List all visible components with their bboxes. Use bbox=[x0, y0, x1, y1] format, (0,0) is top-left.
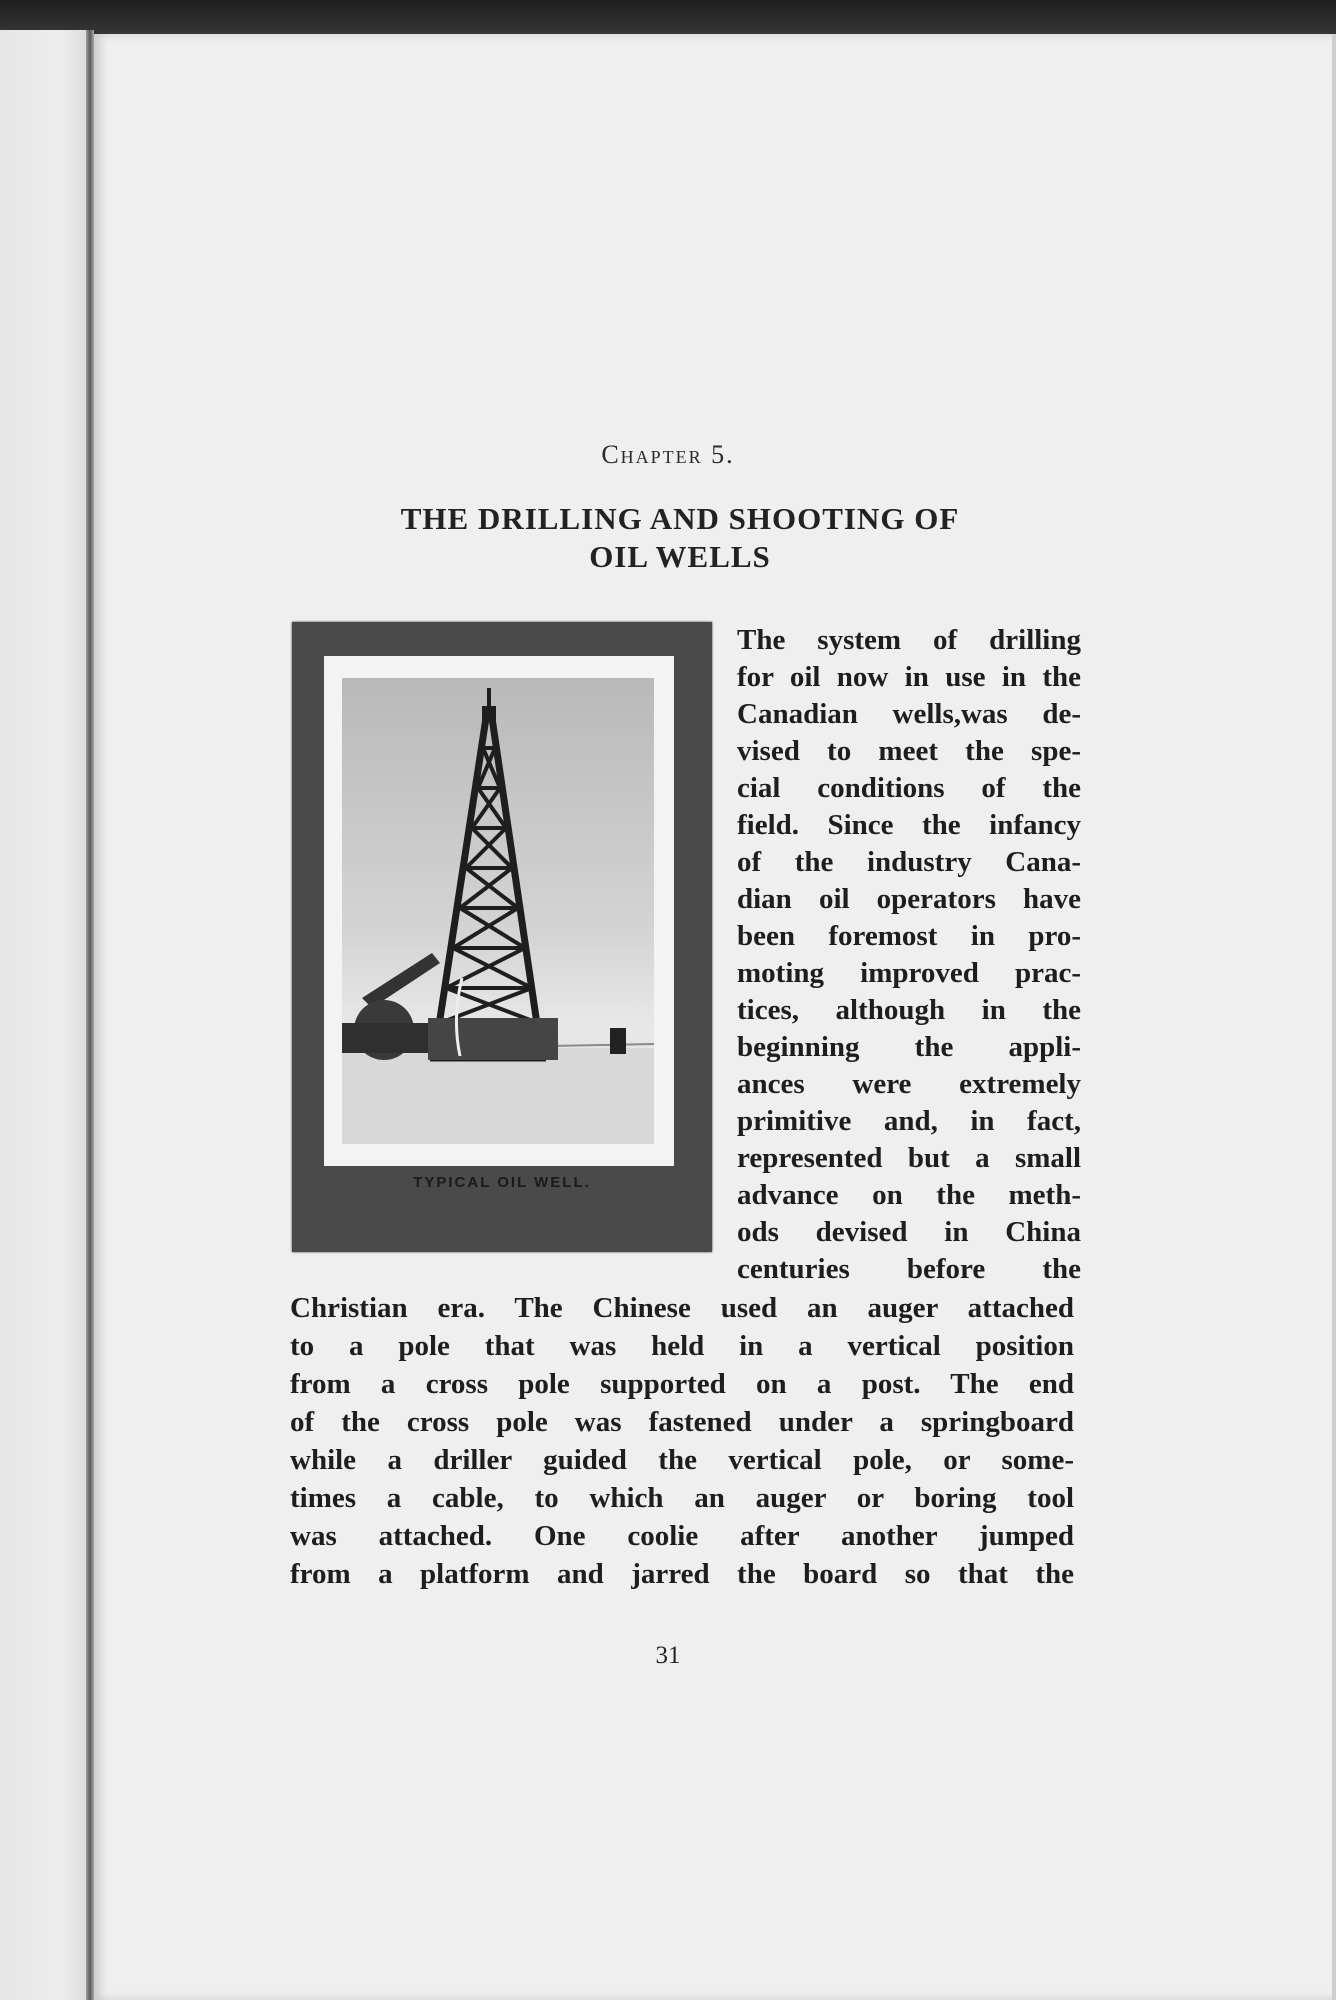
figure-caption: TYPICAL OIL WELL. bbox=[413, 1174, 591, 1191]
text-line: represented but a small bbox=[737, 1142, 1081, 1174]
text-line: ances were extremely bbox=[737, 1068, 1081, 1100]
text-line: moting improved prac- bbox=[737, 957, 1081, 989]
text-line: field. Since the infancy bbox=[737, 809, 1081, 841]
text-line: of the cross pole was fastened under a springboard bbox=[290, 1406, 1074, 1438]
book-gutter bbox=[86, 30, 94, 2000]
text-line: vised to meet the spe- bbox=[737, 735, 1081, 767]
page-number: 31 bbox=[655, 1642, 681, 1669]
oil-derrick-photo bbox=[342, 678, 654, 1144]
text-line: primitive and, in fact, bbox=[737, 1105, 1081, 1137]
text-line: for oil now in use in the bbox=[737, 661, 1081, 693]
text-line: to a pole that was held in a vertical position bbox=[290, 1330, 1074, 1362]
chapter-label: Chapter 5. bbox=[601, 440, 735, 469]
text-line: beginning the appli- bbox=[737, 1031, 1081, 1063]
text-line: from a cross pole supported on a post. The end bbox=[290, 1368, 1074, 1400]
oil-well-figure bbox=[292, 622, 712, 1252]
text-line: of the industry Cana- bbox=[737, 846, 1081, 878]
text-line: was attached. One coolie after another jumped bbox=[290, 1520, 1074, 1552]
text-line: from a platform and jarred the board so that the bbox=[290, 1558, 1074, 1590]
text-line: advance on the meth- bbox=[737, 1179, 1081, 1211]
text-line: been foremost in pro- bbox=[737, 920, 1081, 952]
text-line: centuries before the bbox=[737, 1253, 1081, 1285]
chapter-title bbox=[300, 500, 1060, 576]
text-line: while a driller guided the vertical pole, or some- bbox=[290, 1444, 1074, 1476]
text-line: Christian era. The Chinese used an auger attached bbox=[290, 1292, 1074, 1324]
text-line: ods devised in China bbox=[737, 1216, 1081, 1248]
facing-page-edge bbox=[0, 30, 90, 2000]
page-right-edge bbox=[1332, 34, 1336, 2000]
figure-mat bbox=[324, 656, 674, 1166]
chapter-title-line-1: THE DRILLING AND SHOOTING OF bbox=[400, 501, 960, 536]
text-line: dian oil operators have bbox=[737, 883, 1081, 915]
text-line: cial conditions of the bbox=[737, 772, 1081, 804]
text-line: The system of drilling bbox=[737, 624, 1081, 656]
book-page bbox=[94, 34, 1336, 2000]
text-line: tices, although in the bbox=[737, 994, 1081, 1026]
text-line: Canadian wells,was de- bbox=[737, 698, 1081, 730]
text-line: times a cable, to which an auger or boring tool bbox=[290, 1482, 1074, 1514]
chapter-title-line-2: OIL WELLS bbox=[589, 539, 771, 574]
derrick-illustration bbox=[342, 678, 654, 1144]
